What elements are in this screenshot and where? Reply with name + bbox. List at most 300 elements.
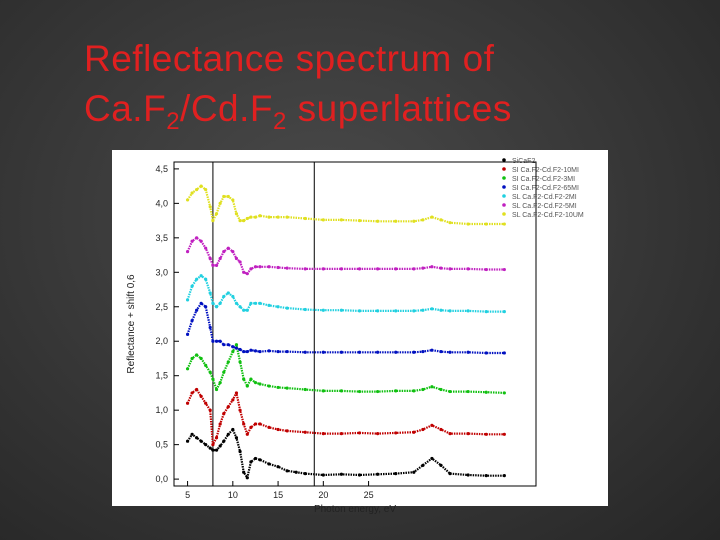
data-point <box>430 349 433 352</box>
data-point <box>376 220 379 223</box>
data-point <box>394 220 397 223</box>
data-point <box>235 436 238 439</box>
data-point <box>249 302 252 305</box>
y-tick-label: 4,5 <box>155 163 168 174</box>
x-tick-label: 10 <box>227 490 238 500</box>
data-point <box>209 205 212 208</box>
y-tick-label: 3,0 <box>155 267 168 278</box>
data-point <box>340 218 343 221</box>
data-point <box>195 436 198 439</box>
data-point <box>186 333 189 336</box>
data-point <box>195 236 198 239</box>
title-part-caf: Ca.F <box>84 88 167 129</box>
series-line-1 <box>188 430 505 478</box>
data-point <box>191 319 194 322</box>
data-point <box>439 388 442 391</box>
data-point <box>249 216 252 219</box>
data-point <box>412 389 415 392</box>
data-point <box>258 350 261 353</box>
title-sub-2: 2 <box>273 108 287 135</box>
data-point <box>246 384 249 387</box>
legend-label-1: SiCaF2 <box>512 158 536 165</box>
data-point <box>322 473 325 476</box>
legend-label-7: SL Ca.F2-Cd.F2-10UM <box>512 212 584 219</box>
y-tick-label: 1,0 <box>155 405 168 416</box>
y-tick-label: 2,5 <box>155 301 168 312</box>
data-point <box>222 250 225 253</box>
data-point <box>304 267 307 270</box>
data-point <box>219 444 222 447</box>
data-point <box>200 240 203 243</box>
y-tick-label: 2,0 <box>155 336 168 347</box>
title-part-cdf: /Cd.F <box>180 88 274 129</box>
data-point <box>186 298 189 301</box>
data-point <box>467 309 470 312</box>
data-point <box>254 457 257 460</box>
slide-title-line-1: Reflectance spectrum of <box>84 38 495 79</box>
data-point <box>448 309 451 312</box>
data-point <box>258 302 261 305</box>
data-point <box>200 274 203 277</box>
y-axis-label: Reflectance + shift 0,6 <box>126 274 137 374</box>
reflectance-chart <box>112 150 608 515</box>
data-point <box>227 360 230 363</box>
data-point <box>200 357 203 360</box>
data-point <box>485 391 488 394</box>
x-tick-label: 20 <box>318 490 329 500</box>
y-tick-label: 4,0 <box>155 198 168 209</box>
slide-title <box>84 34 684 134</box>
data-point <box>358 431 361 434</box>
legend-marker-3 <box>502 176 506 180</box>
data-point <box>254 381 257 384</box>
data-point <box>430 385 433 388</box>
x-tick-label: 15 <box>273 490 284 500</box>
data-point <box>195 388 198 391</box>
data-point <box>322 218 325 221</box>
data-point <box>219 422 222 425</box>
data-point <box>235 391 238 394</box>
data-point <box>276 386 279 389</box>
data-point <box>222 440 225 443</box>
data-point <box>267 384 270 387</box>
data-point <box>358 351 361 354</box>
data-point <box>191 191 194 194</box>
data-point <box>222 371 225 374</box>
data-point <box>448 351 451 354</box>
series-line-6 <box>188 238 505 274</box>
data-point <box>219 257 222 260</box>
data-point <box>276 216 279 219</box>
data-point <box>322 267 325 270</box>
data-point <box>503 391 506 394</box>
data-point <box>267 216 270 219</box>
data-point <box>286 387 289 390</box>
series-line-2 <box>188 390 505 445</box>
data-point <box>227 343 230 346</box>
data-point <box>340 432 343 435</box>
plot-panel <box>112 150 608 515</box>
data-point <box>186 198 189 201</box>
data-point <box>211 219 214 222</box>
data-point <box>238 409 241 412</box>
data-point <box>322 351 325 354</box>
data-point <box>304 472 307 475</box>
data-point <box>412 220 415 223</box>
data-point <box>430 265 433 268</box>
data-point <box>394 431 397 434</box>
data-point <box>295 471 298 474</box>
data-point <box>195 188 198 191</box>
data-point <box>242 471 245 474</box>
data-point <box>209 257 212 260</box>
data-point <box>215 264 218 267</box>
data-point <box>412 471 415 474</box>
data-point <box>467 267 470 270</box>
data-point <box>286 350 289 353</box>
data-point <box>276 305 279 308</box>
data-point <box>186 367 189 370</box>
data-point <box>227 405 230 408</box>
series-line-7 <box>188 186 505 224</box>
data-point <box>503 222 506 225</box>
data-point <box>215 388 218 391</box>
data-point <box>211 264 214 267</box>
series-line-5 <box>188 276 505 312</box>
data-point <box>503 268 506 271</box>
data-point <box>376 351 379 354</box>
legend-marker-4 <box>502 185 506 189</box>
data-point <box>222 412 225 415</box>
data-point <box>186 440 189 443</box>
data-point <box>448 472 451 475</box>
data-point <box>286 267 289 270</box>
data-point <box>215 449 218 452</box>
data-point <box>467 351 470 354</box>
data-point <box>231 295 234 298</box>
data-point <box>439 267 442 270</box>
data-point <box>195 278 198 281</box>
data-point <box>242 378 245 381</box>
x-axis-label: Photon energy, eV <box>313 504 397 515</box>
data-point <box>485 433 488 436</box>
data-point <box>215 305 218 308</box>
data-point <box>340 309 343 312</box>
data-point <box>191 240 194 243</box>
data-point <box>254 265 257 268</box>
data-point <box>246 309 249 312</box>
data-point <box>467 222 470 225</box>
data-point <box>276 350 279 353</box>
data-point <box>191 391 194 394</box>
data-point <box>209 446 212 449</box>
data-point <box>246 350 249 353</box>
data-point <box>227 291 230 294</box>
y-tick-label: 3,5 <box>155 232 168 243</box>
data-point <box>394 267 397 270</box>
legend-marker-5 <box>502 194 506 198</box>
data-point <box>249 378 252 381</box>
data-point <box>211 302 214 305</box>
data-point <box>340 351 343 354</box>
data-point <box>204 247 207 250</box>
data-point <box>358 267 361 270</box>
data-point <box>430 216 433 219</box>
data-point <box>340 267 343 270</box>
data-point <box>242 309 245 312</box>
legend-label-3: SI Ca.F2-Cd.F2-3MI <box>512 176 576 183</box>
data-point <box>258 458 261 461</box>
data-point <box>249 349 252 352</box>
data-point <box>439 350 442 353</box>
data-point <box>204 364 207 367</box>
x-tick-label: 5 <box>185 490 191 500</box>
data-point <box>394 389 397 392</box>
data-point <box>430 457 433 460</box>
data-point <box>231 250 234 253</box>
data-point <box>211 340 214 343</box>
data-point <box>467 432 470 435</box>
data-point <box>503 433 506 436</box>
data-point <box>503 310 506 313</box>
data-point <box>254 349 257 352</box>
data-point <box>304 431 307 434</box>
data-point <box>358 219 361 222</box>
data-point <box>204 305 207 308</box>
data-point <box>222 295 225 298</box>
y-tick-label: 1,5 <box>155 370 168 381</box>
data-point <box>276 465 279 468</box>
data-point <box>211 449 214 452</box>
data-point <box>421 218 424 221</box>
data-point <box>209 326 212 329</box>
data-point <box>238 305 241 308</box>
data-point <box>204 278 207 281</box>
data-point <box>304 351 307 354</box>
data-point <box>485 474 488 477</box>
plot-frame <box>174 162 536 486</box>
data-point <box>439 309 442 312</box>
data-point <box>304 308 307 311</box>
data-point <box>242 422 245 425</box>
data-point <box>254 216 257 219</box>
data-point <box>485 222 488 225</box>
data-point <box>231 428 234 431</box>
data-point <box>242 350 245 353</box>
data-point <box>227 247 230 250</box>
data-point <box>195 353 198 356</box>
data-point <box>448 221 451 224</box>
data-point <box>249 426 252 429</box>
data-point <box>430 424 433 427</box>
data-point <box>231 350 234 353</box>
data-point <box>204 188 207 191</box>
data-point <box>448 390 451 393</box>
data-point <box>376 432 379 435</box>
data-point <box>231 198 234 201</box>
data-point <box>439 218 442 221</box>
legend-label-4: SI Ca.F2-Cd.F2-65MI <box>512 185 579 192</box>
data-point <box>376 473 379 476</box>
data-point <box>191 357 194 360</box>
data-point <box>394 472 397 475</box>
data-point <box>503 351 506 354</box>
data-point <box>340 473 343 476</box>
data-point <box>222 195 225 198</box>
legend-marker-2 <box>502 167 506 171</box>
data-point <box>376 390 379 393</box>
data-point <box>358 473 361 476</box>
data-point <box>439 464 442 467</box>
data-point <box>215 212 218 215</box>
data-point <box>340 389 343 392</box>
y-tick-label: 0,0 <box>155 474 168 485</box>
data-point <box>238 219 241 222</box>
data-point <box>235 347 238 350</box>
data-point <box>249 267 252 270</box>
data-point <box>286 307 289 310</box>
data-point <box>485 351 488 354</box>
data-point <box>238 450 241 453</box>
data-point <box>267 462 270 465</box>
data-point <box>254 302 257 305</box>
data-point <box>421 267 424 270</box>
data-point <box>246 433 249 436</box>
data-point <box>242 219 245 222</box>
data-point <box>231 398 234 401</box>
data-point <box>412 267 415 270</box>
data-point <box>412 309 415 312</box>
data-point <box>412 351 415 354</box>
data-point <box>376 309 379 312</box>
data-point <box>219 202 222 205</box>
data-point <box>448 267 451 270</box>
data-point <box>200 185 203 188</box>
data-point <box>209 291 212 294</box>
data-point <box>227 195 230 198</box>
data-point <box>322 309 325 312</box>
data-point <box>358 390 361 393</box>
data-point <box>186 250 189 253</box>
data-point <box>246 476 249 479</box>
data-point <box>258 382 261 385</box>
data-point <box>421 388 424 391</box>
legend-label-5: SL Ca.F2-Cd.F2-2MI <box>512 194 577 201</box>
data-point <box>231 345 234 348</box>
data-point <box>485 268 488 271</box>
data-point <box>394 351 397 354</box>
data-point <box>286 429 289 432</box>
data-point <box>421 428 424 431</box>
data-point <box>258 214 261 217</box>
data-point <box>503 474 506 477</box>
data-point <box>209 371 212 374</box>
data-point <box>211 378 214 381</box>
data-point <box>235 212 238 215</box>
data-point <box>215 340 218 343</box>
data-point <box>421 350 424 353</box>
data-point <box>430 307 433 310</box>
data-point <box>322 389 325 392</box>
data-point <box>227 433 230 436</box>
data-point <box>246 272 249 275</box>
data-point <box>204 443 207 446</box>
data-point <box>222 343 225 346</box>
data-point <box>235 302 238 305</box>
data-point <box>219 340 222 343</box>
legend-marker-7 <box>502 212 506 216</box>
data-point <box>286 469 289 472</box>
data-point <box>267 426 270 429</box>
data-point <box>322 432 325 435</box>
title-part-superlattices: superlattices <box>286 88 512 129</box>
data-point <box>421 464 424 467</box>
data-point <box>211 443 214 446</box>
data-point <box>485 310 488 313</box>
data-point <box>204 402 207 405</box>
data-point <box>467 473 470 476</box>
data-point <box>304 388 307 391</box>
data-point <box>200 302 203 305</box>
data-point <box>412 431 415 434</box>
data-point <box>219 302 222 305</box>
legend-label-6: SL Ca.F2-Cd.F2-5MI <box>512 203 577 210</box>
data-point <box>276 428 279 431</box>
data-point <box>254 422 257 425</box>
data-point <box>200 440 203 443</box>
data-point <box>246 217 249 220</box>
data-point <box>267 349 270 352</box>
data-point <box>235 343 238 346</box>
data-point <box>238 348 241 351</box>
data-point <box>209 409 212 412</box>
data-point <box>394 309 397 312</box>
data-point <box>439 428 442 431</box>
slide-title-line-2 <box>84 84 684 134</box>
data-point <box>258 265 261 268</box>
data-point <box>276 266 279 269</box>
data-point <box>238 260 241 263</box>
data-point <box>219 381 222 384</box>
data-point <box>215 436 218 439</box>
data-point <box>267 304 270 307</box>
data-point <box>467 390 470 393</box>
data-point <box>376 267 379 270</box>
legend-marker-6 <box>502 203 506 207</box>
legend-marker-1 <box>502 158 506 162</box>
data-point <box>304 217 307 220</box>
data-point <box>186 402 189 405</box>
data-point <box>238 360 241 363</box>
data-point <box>249 460 252 463</box>
data-point <box>191 284 194 287</box>
data-point <box>448 432 451 435</box>
data-point <box>200 395 203 398</box>
x-tick-label: 25 <box>363 490 374 500</box>
title-sub-1: 2 <box>166 108 181 135</box>
data-point <box>242 271 245 274</box>
data-point <box>358 309 361 312</box>
legend-label-2: SI Ca.F2-Cd.F2-10MI <box>512 167 579 174</box>
data-point <box>258 422 261 425</box>
data-point <box>421 309 424 312</box>
data-point <box>191 433 194 436</box>
data-point <box>267 265 270 268</box>
data-point <box>195 309 198 312</box>
data-point <box>286 216 289 219</box>
y-tick-label: 0,5 <box>155 439 168 450</box>
data-point <box>235 257 238 260</box>
